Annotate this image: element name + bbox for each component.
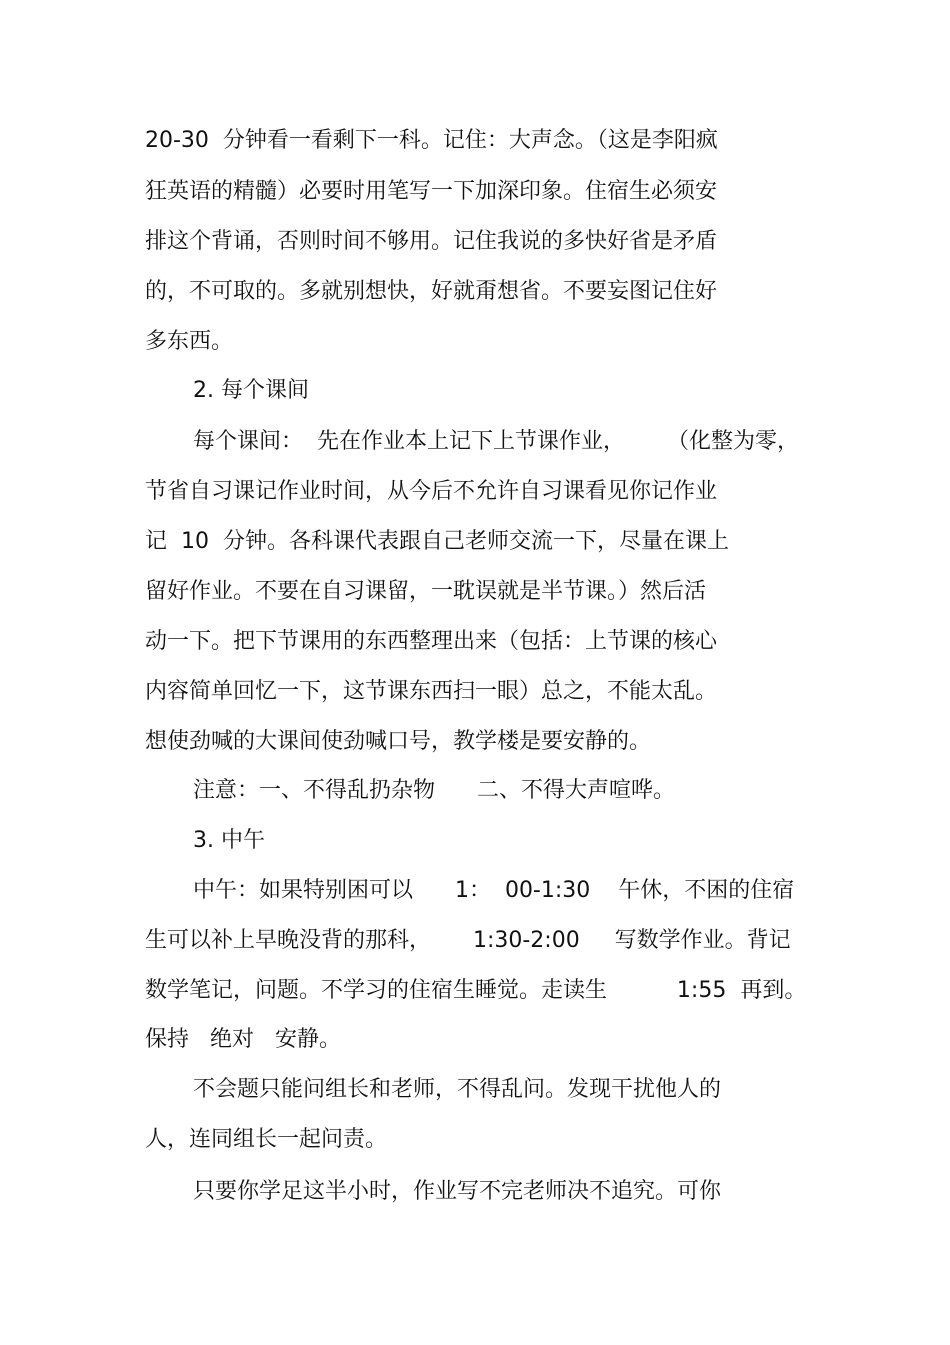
text-line: 每个课间： 先在作业本上记下上节课作业， （化整为零， (193, 429, 799, 454)
text-line: 节省自习课记作业时间，从今后不允许自习课看见你记作业 (145, 479, 718, 504)
text-line: 多东西。 (145, 329, 234, 354)
text-line: 只要你学足这半小时，作业写不完老师决不追究。可你 (193, 1179, 722, 1204)
text-line: 生可以补上早晚没背的那科， 1:30-2:00 写数学作业。背记 (145, 928, 791, 953)
text-line: 数学笔记，问题。不学习的住宿生睡觉。走读生 1:55 再到。 (145, 978, 807, 1003)
text-line: 的，不可取的。多就别想快，好就甭想省。不要妄图记住好 (145, 279, 718, 304)
text-line: 20-30 分钟看一看剩下一科。记住：大声念。（这是李阳疯 (145, 128, 718, 153)
text-line: 排这个背诵，否则时间不够用。记住我说的多快好省是矛盾 (145, 229, 718, 254)
text-line: 人，连同组长一起问责。 (145, 1127, 388, 1152)
text-line: 动一下。把下节课用的东西整理出来（包括：上节课的核心 (145, 629, 718, 654)
text-line: 想使劲喊的大课间使劲喊口号，教学楼是要安静的。 (145, 729, 652, 754)
text-line: 保持 绝对 安静。 (145, 1027, 341, 1052)
text-line: 留好作业。不要在自习课留，一耽误就是半节课。）然后活 (145, 579, 707, 604)
section-heading: 3. 中午 (193, 828, 265, 853)
text-line: 内容简单回忆一下，这节课东西扫一眼）总之，不能太乱。 (145, 679, 718, 704)
text-line: 中午：如果特别困可以 1： 00-1:30 午休，不困的住宿 (193, 878, 795, 903)
text-line: 记 10 分钟。各科课代表跟自己老师交流一下，尽量在课上 (145, 529, 729, 554)
text-line: 不会题只能问组长和老师，不得乱问。发现干扰他人的 (193, 1077, 722, 1102)
text-line: 注意：一、不得乱扔杂物 二、不得大声喧哗。 (193, 778, 675, 803)
section-heading: 2. 每个课间 (193, 378, 309, 403)
text-line: 狂英语的精髓）必要时用笔写一下加深印象。住宿生必须安 (145, 179, 718, 204)
